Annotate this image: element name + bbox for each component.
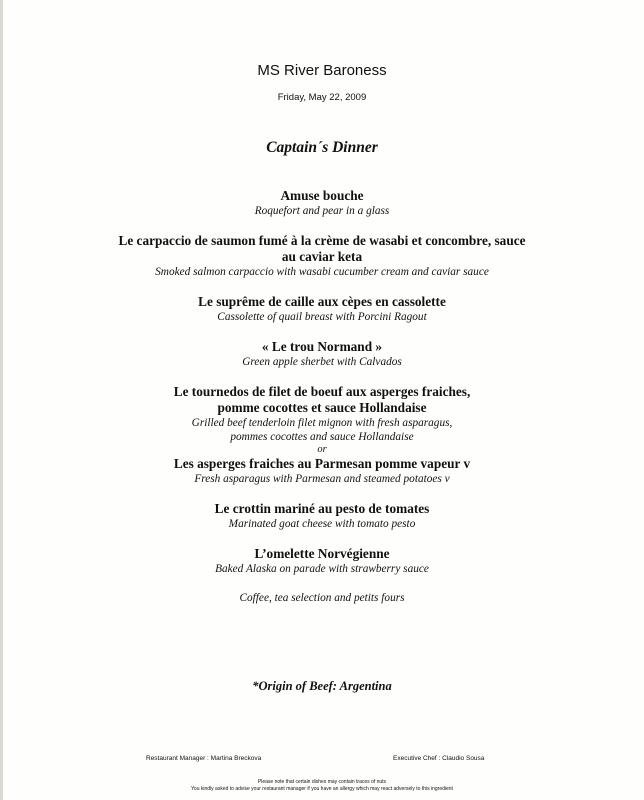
course-name-french: L’omelette Norvégienne: [254, 546, 390, 561]
course-name-french: Le tournedos de filet de boeuf aux asperges fraiches,: [173, 384, 471, 399]
course-description-english: Marinated goat cheese with tomato pesto: [228, 518, 416, 530]
course-description-english: Roquefort and pear in a glass: [254, 205, 390, 217]
course-item: [0, 294, 644, 324]
menu-date: Friday, May 22, 2009: [277, 92, 367, 103]
restaurant-manager: Restaurant Manager : Martina Breckova: [146, 755, 262, 762]
course-name-french: pomme cocottes et sauce Hollandaise: [217, 400, 427, 415]
beef-origin-note: *Origin of Beef: Argentina: [252, 679, 392, 693]
executive-chef: Executive Chef : Claudio Sousa: [393, 755, 485, 762]
course-name-french: Amuse bouche: [280, 188, 364, 203]
course-item: [0, 339, 644, 369]
course-description-english: Baked Alaska on parade with strawberry sauce: [215, 563, 429, 575]
course-list: [0, 188, 644, 620]
allergy-note-nuts: Please note that certain dishes may contain traces of nuts: [257, 779, 387, 785]
course-item: [0, 188, 644, 218]
course-name-french: au caviar keta: [281, 249, 363, 264]
course-description-english: Coffee, tea selection and petits fours: [239, 592, 405, 604]
course-description-english: Grilled beef tenderloin filet mignon with fresh asparagus,: [191, 417, 453, 429]
course-name-french: Le crottin mariné au pesto de tomates: [214, 501, 430, 516]
alternative-separator: or: [317, 444, 327, 455]
course-name-french: « Le trou Normand »: [261, 339, 383, 354]
course-name-french: Le carpaccio de saumon fumé à la crème de wasabi et concombre, sauce: [118, 233, 526, 248]
course-description-english: Cassolette of quail breast with Porcini Ragout: [217, 311, 427, 323]
course-description-english: pommes cocottes and sauce Hollandaise: [230, 431, 414, 443]
course-description-english: Green apple sherbet with Calvados: [242, 356, 402, 368]
ship-name: MS River Baroness: [257, 62, 387, 79]
course-alternative-french: Les asperges fraiches au Parmesan pomme vapeur v: [173, 456, 471, 471]
allergy-note-advice: You kindly asked to advise your restaurant manager if you have an allergy which may react adversely to this ingredient: [191, 786, 453, 792]
course-item: [0, 384, 644, 486]
course-item: [0, 591, 644, 605]
course-item: [0, 233, 644, 279]
course-name-french: Le suprême de caille aux cèpes en cassolette: [198, 294, 446, 309]
course-description-english: Smoked salmon carpaccio with wasabi cucumber cream and caviar sauce: [155, 266, 489, 278]
course-item: [0, 501, 644, 531]
menu-title: Captain´s Dinner: [266, 139, 378, 156]
course-item: [0, 546, 644, 576]
course-alternative-english: Fresh asparagus with Parmesan and steamed potatoes v: [194, 473, 450, 485]
